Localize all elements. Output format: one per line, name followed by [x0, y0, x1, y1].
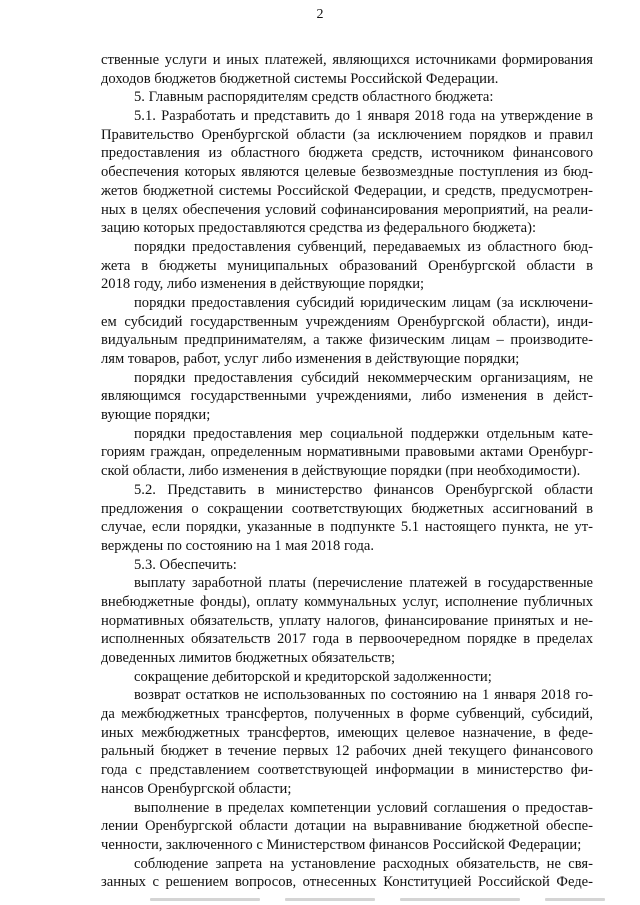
text-line: порядки предоставления субсидий юридическим лицам (за исключени- — [134, 294, 593, 311]
text-line: доведенных лимитов бюджетных обязательств; — [101, 650, 396, 666]
scan-artifact — [150, 895, 610, 903]
text-line: лям товаров, работ, услуг либо изменения в действующие порядки; — [101, 351, 520, 367]
text-line: гориям граждан, определенным нормативными правовыми актами Оренбург- — [101, 444, 593, 461]
text-line: внебюджетные фонды), оплату коммунальных услуг, исполнение публичных — [101, 593, 593, 610]
text-line: ченности, заключенного с Министерством финансов Российской Федерации; — [101, 836, 582, 853]
text-line: 5.3. Обеспечить: — [134, 556, 237, 573]
text-line: нормативных обязательств, уплату налогов, финансирование принятых и не- — [101, 612, 593, 629]
text-line: лении Оренбургской области дотации на выравнивание бюджетной обеспе- — [101, 818, 593, 835]
text-line: порядки предоставления субвенций, передаваемых из областного бюд- — [134, 238, 593, 255]
text-line: 5. Главным распорядителям средств областного бюджета: — [134, 89, 494, 106]
text-line: года с представлением соответствующей информации в министерство фи- — [101, 762, 593, 779]
text-line: соблюдение запрета на установление расходных обязательств, не свя- — [134, 855, 593, 872]
text-line: зацию которых предоставляются средства из федерального бюджета): — [101, 220, 537, 237]
text-line: 5.1. Разработать и представить до 1 января 2018 года на утверждение в — [134, 108, 593, 125]
text-line: жетов бюджетной системы Российской Федерации, и средств, предусмотрен- — [101, 182, 593, 199]
text-line: возврат остатков не использованных по состоянию на 1 января 2018 го- — [134, 687, 593, 704]
text-line: видуальным предпринимателям, а также физическим лицам – производите- — [101, 332, 593, 349]
text-line: 2018 году, либо изменения в действующие порядки; — [101, 276, 425, 293]
text-line: ем субсидий государственным учреждениям Оренбургской области), инди- — [101, 313, 593, 330]
text-line: случае, если порядки, указанные в подпункте 5.1 настоящего пункта, не ут- — [101, 519, 593, 536]
text-line: ных в целях обеспечения условий софинансирования мероприятий, на реали- — [101, 201, 593, 218]
document-body — [101, 51, 593, 892]
text-line: предоставления из областного бюджета средств, источником финансового — [101, 145, 593, 162]
text-line: выполнение в пределах компетенции условий соглашения о предостав- — [134, 799, 593, 816]
text-line: ральный бюджет в течение первых 12 рабочих дней текущего финансового — [101, 743, 593, 760]
text-line: занных с решением вопросов, отнесенных Конституцией Российской Феде- — [101, 874, 593, 891]
text-line: ской области, либо изменения в действующие порядки (при необходимости). — [101, 463, 581, 480]
text-line: порядки предоставления субсидий некоммерческим организациям, не — [134, 369, 593, 386]
text-line: доходов бюджетов бюджетной системы Российской Федерации. — [101, 70, 499, 87]
text-line: выплату заработной платы (перечисление платежей в государственные — [134, 575, 593, 592]
text-line: верждены по состоянию на 1 мая 2018 года. — [101, 537, 375, 554]
text-line: сокращение дебиторской и кредиторской задолженности; — [134, 668, 492, 685]
text-line: порядки предоставления мер социальной поддержки отдельным кате- — [134, 425, 593, 442]
text-line: вующие порядки; — [101, 407, 211, 424]
text-line: да межбюджетных трансфертов, полученных в форме субвенций, субсидий, — [101, 706, 593, 723]
text-line: исполненных обязательств 2017 года в первоочередном порядке в пределах — [101, 631, 593, 648]
text-line: 5.2. Представить в министерство финансов Оренбургской области — [134, 481, 593, 498]
text-line: Правительство Оренбургской области (за исключением порядков и правил — [101, 126, 593, 143]
text-line: обеспечения которых являются целевые безвозмездные поступления из бюд- — [101, 164, 593, 181]
page-number: 2 — [316, 7, 324, 22]
text-line: предложения о сокращении соответствующих бюджетных ассигнований в — [101, 500, 593, 517]
text-line: ственные услуги и иных платежей, являющихся источниками формирования — [101, 52, 593, 68]
text-line: иных межбюджетных трансфертов, имеющих целевое назначение, в феде- — [101, 724, 593, 741]
text-line: являющимся государственными учреждениями, либо изменения в дейст- — [101, 388, 593, 405]
text-line: жета в бюджеты муниципальных образований Оренбургской области в — [101, 257, 593, 274]
text-line: нансов Оренбургской области; — [101, 780, 292, 797]
